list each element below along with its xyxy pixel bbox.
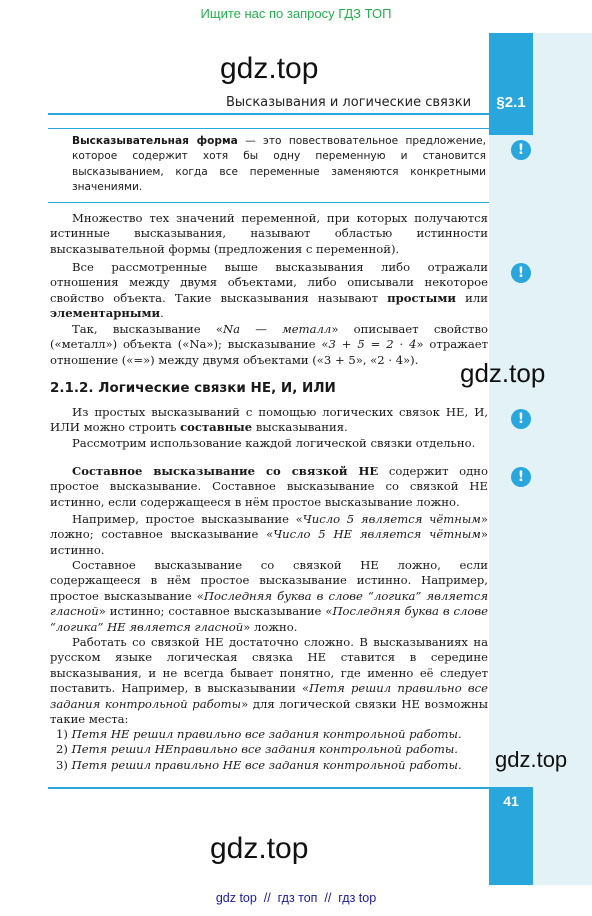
- definition-top-rule: [48, 128, 489, 129]
- page-number: 41: [503, 793, 519, 809]
- paragraph-consider: Рассмотрим использование каждой логической связки отдельно.: [72, 436, 476, 450]
- definition-text: — это повествовательное предложение, которое содержит хотя бы одну переменную и становится высказыванием, когда все переменные заменяются конкретными значениями.: [72, 135, 486, 194]
- text: или: [456, 290, 488, 305]
- text: Например, простое высказывание «: [72, 512, 303, 526]
- paragraph-compound: [50, 405, 488, 436]
- text: » истинно.: [50, 527, 488, 557]
- exclamation-icon: !: [511, 409, 531, 429]
- watermark: gdz.top: [460, 358, 546, 388]
- list-number: 1): [56, 727, 68, 741]
- exclamation-icon: !: [511, 467, 531, 487]
- example: Последняя буква в слове “логика” является гласной: [50, 588, 488, 619]
- paragraph-example-five: [50, 512, 488, 558]
- section-heading: 2.1.2. Логические связки НЕ, И, ИЛИ: [50, 380, 336, 396]
- list-number: 3): [56, 757, 68, 772]
- definition-bottom-rule: [48, 202, 489, 203]
- text: » ложно; составное высказывание «: [50, 512, 489, 542]
- term-elementary: элементарными: [50, 306, 161, 321]
- paragraph-examples: [50, 322, 488, 368]
- watermark: gdz.top: [210, 832, 309, 865]
- text: Все рассмотренные выше высказывания либо отражали отношения между двумя объектами, либо описывали некоторое свойство объекта. Такие высказывания называют: [50, 260, 488, 305]
- list-text: Петя НЕ решил правильно все задания контрольной работы.: [71, 727, 462, 741]
- list-number: 2): [56, 742, 68, 757]
- running-header: Высказывания и логические связки: [226, 95, 472, 110]
- paragraph-placement: [50, 635, 488, 727]
- list-text: Петя решил НЕправильно все задания контрольной работы.: [71, 742, 458, 757]
- text: » отражает отношение («=») между двумя объектами («3 + 5», «2 · 4»).: [50, 337, 489, 367]
- example: Последняя буква в слове “логика” НЕ является гласной: [50, 604, 488, 634]
- definition-term: Высказывательная форма: [72, 135, 238, 147]
- text: Так, высказывание «: [72, 322, 223, 336]
- text: содержит одно простое высказывание. Составное высказывание со связкой НЕ истинно, если содержащееся в нём простое высказывание ложно.: [50, 464, 488, 509]
- definition-block: [72, 134, 486, 206]
- paragraph-truth-set: Множество тех значений переменной, при которых получаются истинные высказывания, называют областью истинности высказывательной формы (предложения с переменной).: [50, 211, 488, 256]
- paragraph-simple-statements: [50, 260, 488, 322]
- term-simple: простыми: [387, 290, 457, 305]
- text: Из простых высказываний с помощью логических связок НЕ, И, ИЛИ можно строить: [50, 405, 488, 435]
- text: » истинно; составное высказывание «: [98, 604, 333, 619]
- list-item: [56, 742, 490, 757]
- example: Na — металл: [222, 322, 332, 336]
- header-rule: [48, 113, 489, 115]
- text: Составное высказывание со связкой НЕ ложно, если содержащееся в нём простое высказывание истинно. Например, простое высказывание «: [50, 558, 488, 603]
- watermark: gdz.top: [220, 52, 319, 85]
- text: » ложно.: [243, 619, 298, 634]
- section-tab: [489, 33, 533, 135]
- term-not: Составное высказывание со связкой НЕ: [72, 464, 379, 478]
- text: » описывает свойство («металл») объекта («Na»); высказывание «: [50, 322, 488, 352]
- text: высказывания.: [252, 420, 348, 435]
- paragraph-not-false: [50, 558, 488, 635]
- top-banner: Ищите нас по запросу ГДЗ ТОП: [200, 6, 392, 21]
- paragraph-not-true: [50, 464, 488, 510]
- example: 3 + 5 = 2 · 4: [328, 337, 417, 352]
- list-item: [56, 758, 490, 773]
- text: Работать со связкой НЕ достаточно сложно. В высказываниях на русском языке логическая связка НЕ ставится в середине высказывания, и не всегда бывает понятно, где именно её следует поставить. Например, в высказывании «: [50, 635, 488, 696]
- exclamation-icon: !: [511, 263, 531, 283]
- text: » для логической связки НЕ возможны такие места:: [50, 696, 488, 727]
- list-item: [56, 727, 490, 742]
- example: Число 5 является чётным: [302, 512, 481, 526]
- footer-rule: [48, 787, 489, 789]
- example: Число 5 НЕ является чётным: [273, 527, 481, 542]
- text: .: [160, 306, 164, 321]
- example: Петя решил правильно все задания контрольной работы: [50, 681, 488, 711]
- variants-list: [56, 727, 490, 773]
- exclamation-icon: !: [511, 140, 531, 160]
- term-compound: составные: [180, 420, 253, 435]
- list-text: Петя решил правильно НЕ все задания контрольной работы.: [71, 757, 462, 772]
- footer-links[interactable]: gdz top // гдз топ // гдз top: [215, 891, 377, 905]
- section-number: §2.1: [496, 94, 526, 111]
- watermark: gdz.top: [495, 747, 568, 772]
